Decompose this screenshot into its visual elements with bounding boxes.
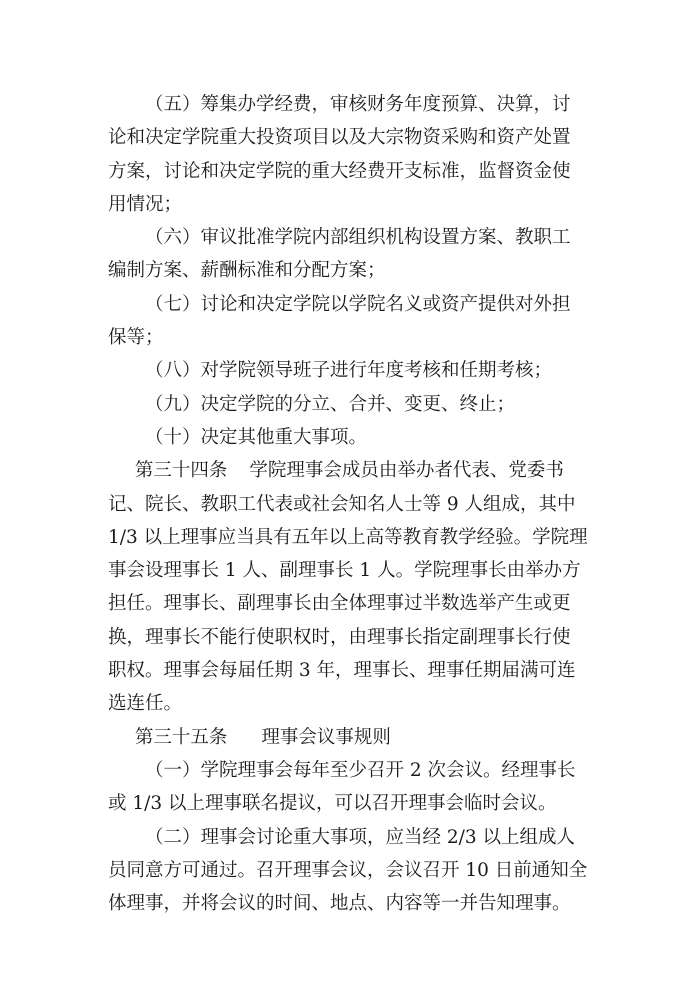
clause-6 xyxy=(108,221,598,288)
text-line: 论和决定学院重大投资项目以及大宗物资采购和资产处置 xyxy=(108,127,571,149)
clause-5 xyxy=(108,88,598,221)
text-line: 体理事，并将会议的时间、地点、内容等一并告知理事。 xyxy=(108,893,571,915)
article-34-heading: 第三十四条 xyxy=(134,460,228,482)
text-line: （一）学院理事会每年至少召开 2 次会议。经理事长 xyxy=(145,759,576,781)
document-body xyxy=(108,88,598,920)
article-35-title: 理事会议事规则 xyxy=(261,726,391,748)
clause-7 xyxy=(108,288,598,355)
text-line: 记、院长、教职工代表或社会知名人士等 9 人组成，其中 xyxy=(108,493,576,515)
text-line: 担任。理事长、副理事长由全体理事过半数选举产生或更 xyxy=(108,593,571,615)
text-line: 1/3 以上理事应当具有五年以上高等教育教学经验。学院理 xyxy=(108,526,588,548)
text-line: 保等； xyxy=(108,327,164,349)
article-34-text: 学院理事会成员由举办者代表、党委书 xyxy=(249,460,564,482)
article-34-first-line xyxy=(108,454,598,487)
text-line: 事会设理事长 1 人、副理事长 1 人。学院理事长由举办方 xyxy=(108,560,581,582)
clause-8 xyxy=(108,354,598,387)
text-line: 编制方案、薪酬标准和分配方案； xyxy=(108,260,386,282)
text-line: （九）决定学院的分立、合并、变更、终止； xyxy=(145,393,516,415)
text-line: 方案，讨论和决定学院的重大经费开支标准，监督资金使 xyxy=(108,160,571,182)
text-line: 职权。理事会每届任期 3 年，理事长、理事任期届满可连 xyxy=(108,660,576,682)
text-line: （二）理事会讨论重大事项，应当经 2/3 以上组成人 xyxy=(145,826,576,848)
text-line: 选连任。 xyxy=(108,693,183,715)
text-line: （六）审议批准学院内部组织机构设置方案、教职工 xyxy=(145,227,571,249)
text-line: （七）讨论和决定学院以学院名义或资产提供对外担 xyxy=(145,293,571,315)
text-line: 用情况； xyxy=(108,193,183,215)
article-35-title-line xyxy=(108,721,598,754)
clause-9 xyxy=(108,388,598,421)
text-line: 员同意方可通过。召开理事会议，会议召开 10 日前通知全 xyxy=(108,859,588,881)
article-35-heading: 第三十五条 xyxy=(134,726,228,748)
rule-2 xyxy=(108,821,598,921)
text-line: （五）筹集办学经费，审核财务年度预算、决算，讨 xyxy=(145,94,571,115)
text-line: 或 1/3 以上理事联名提议，可以召开理事会临时会议。 xyxy=(108,793,557,815)
text-line: （十）决定其他重大事项。 xyxy=(145,426,368,448)
rule-1 xyxy=(108,754,598,821)
clause-10 xyxy=(108,421,598,454)
article-34 xyxy=(108,454,598,720)
text-line: （八）对学院领导班子进行年度考核和任期考核； xyxy=(145,360,553,382)
article-35 xyxy=(108,721,598,754)
text-line: 换，理事长不能行使职权时，由理事长指定副理事长行使 xyxy=(108,626,571,648)
